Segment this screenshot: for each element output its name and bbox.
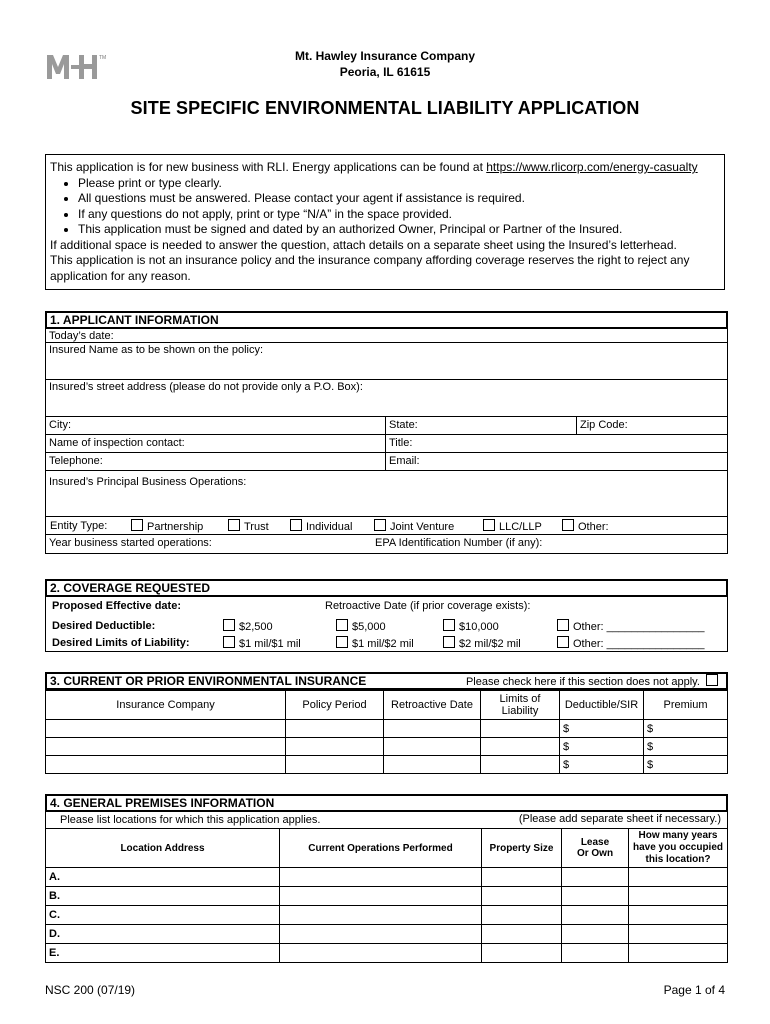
deductible-2500[interactable]: $2,500 (223, 619, 273, 633)
section-3-heading: 3. CURRENT OR PRIOR ENVIRONMENTAL INSURANCE Please check here if this section does not apply. (45, 672, 728, 690)
page-number: Page 1 of 4 (663, 983, 725, 997)
col-location-address: Location Address (46, 829, 280, 868)
table-row: $ $ (46, 756, 728, 774)
section-2-heading: 2. COVERAGE REQUESTED (45, 579, 728, 597)
col-property-size: Property Size (482, 829, 562, 868)
deductible-other[interactable]: Other: ________________ (557, 619, 705, 633)
table-row: C. (46, 906, 728, 925)
epa-id-field[interactable]: EPA Identification Number (if any): (375, 537, 543, 549)
intro-line: This application is for new business with RLI. Energy applications can be found at https://www.rlicorp.com/energy-casualty (50, 160, 698, 174)
city-field[interactable]: City: (49, 419, 71, 431)
email-field[interactable]: Email: (385, 453, 420, 470)
table-row: $ $ (46, 738, 728, 756)
section-applicant-information (45, 311, 728, 554)
section-4-heading: 4. GENERAL PREMISES INFORMATION (45, 794, 728, 812)
operations-field[interactable]: Insured’s Principal Business Operations: (46, 471, 727, 517)
phone-row (46, 453, 727, 471)
disclaimer: This application is not an insurance policy and the insurance company affording coverage reserves the right to reject any application for any reason. (50, 253, 690, 283)
not-apply-checkbox[interactable]: Please check here if this section does not apply. (466, 674, 722, 689)
checkbox-icon (557, 636, 569, 648)
telephone-field[interactable]: Telephone: (49, 455, 103, 467)
limits-other[interactable]: Other: ________________ (557, 636, 705, 650)
col-current-operations: Current Operations Performed (280, 829, 482, 868)
year-started-field[interactable]: Year business started operations: (49, 537, 212, 549)
col-retroactive-date: Retroactive Date (384, 691, 481, 720)
checkbox-icon (223, 619, 235, 631)
checkbox-icon (562, 519, 574, 531)
insured-name-field[interactable]: Insured Name as to be shown on the policy: (46, 343, 727, 380)
table-row: E. (46, 944, 728, 963)
entity-partnership[interactable]: Partnership (131, 519, 203, 534)
city-row (46, 417, 727, 435)
checkbox-icon (131, 519, 143, 531)
todays-date-field[interactable]: Today’s date: (46, 329, 727, 343)
company-address: Peoria, IL 61615 (339, 65, 431, 79)
form-number: NSC 200 (07/19) (45, 983, 136, 997)
insurance-table (45, 690, 728, 774)
checkbox-icon (706, 674, 718, 686)
section-environmental-insurance (45, 672, 728, 774)
col-deductible: Deductible/SIR (560, 691, 644, 720)
col-policy-period: Policy Period (286, 691, 384, 720)
entity-llc-llp[interactable]: LLC/LLP (483, 519, 542, 534)
checkbox-icon (223, 636, 235, 648)
limits-1-1[interactable]: $1 mil/$1 mil (223, 636, 301, 650)
deductible-10000[interactable]: $10,000 (443, 619, 499, 633)
effective-date-field[interactable]: Proposed Effective date: (52, 600, 181, 612)
entity-other[interactable]: Other: (562, 519, 609, 534)
title-field[interactable]: Title: (385, 435, 412, 452)
locations-table (45, 828, 728, 963)
retroactive-date-field[interactable]: Retroactive Date (if prior coverage exists): (325, 600, 531, 612)
section-1-heading: 1. APPLICANT INFORMATION (45, 311, 728, 329)
col-limits: Limits of Liability (481, 691, 560, 720)
energy-casualty-link[interactable]: https://www.rlicorp.com/energy-casualty (486, 160, 698, 174)
checkbox-icon (228, 519, 240, 531)
street-address-field[interactable]: Insured’s street address (please do not provide only a P.O. Box): (46, 380, 727, 417)
instruction-list (50, 176, 719, 238)
table-row: D. (46, 925, 728, 944)
zip-field[interactable]: Zip Code: (576, 417, 628, 434)
table-row: A. (46, 868, 728, 887)
entity-joint-venture[interactable]: Joint Venture (374, 519, 454, 534)
instruction-item: • Please print or type clearly. (78, 176, 719, 192)
checkbox-icon (336, 619, 348, 631)
limits-2-2[interactable]: $2 mil/$2 mil (443, 636, 521, 650)
table-row: B. (46, 887, 728, 906)
instruction-item: • This application must be signed and dated by an authorized Owner, Principal or Partner of the Insured. (78, 222, 719, 238)
checkbox-icon (557, 619, 569, 631)
col-insurance-company: Insurance Company (46, 691, 286, 720)
entity-trust[interactable]: Trust (228, 519, 269, 534)
checkbox-icon (443, 636, 455, 648)
instruction-item: • All questions must be answered. Please contact your agent if assistance is required. (78, 191, 719, 207)
contact-row (46, 435, 727, 453)
checkbox-icon (374, 519, 386, 531)
inspection-contact-field[interactable]: Name of inspection contact: (49, 437, 185, 449)
section-premises-information (45, 794, 728, 963)
additional-space-note: If additional space is needed to answer the question, attach details on a separate sheet using the Insured’s letterhead. (50, 237, 677, 252)
svg-text:TM: TM (99, 55, 107, 61)
col-premium: Premium (644, 691, 728, 720)
checkbox-icon (443, 619, 455, 631)
col-lease-own: Lease Or Own (562, 829, 629, 868)
year-epa-row (46, 535, 727, 553)
checkbox-icon (336, 636, 348, 648)
separate-sheet-note: (Please add separate sheet if necessary.) (518, 813, 721, 825)
instruction-item: • If any questions do not apply, print or type “N/A” in the space provided. (78, 207, 719, 223)
state-field[interactable]: State: (385, 417, 418, 434)
entity-type-row: Entity Type: Partnership Trust Individual Joint Venture LLC/LLP Other: (46, 517, 727, 535)
premises-instruction: Please list locations for which this application applies. (60, 814, 321, 826)
entity-individual[interactable]: Individual (290, 519, 352, 534)
checkbox-icon (483, 519, 495, 531)
section-coverage-requested: 2. COVERAGE REQUESTED Proposed Effective date: Retroactive Date (if prior coverage exists): Desired Deductible: $2,500 $5,000 $10,000 Other: ________________ Desired Limits of Liability: $1 mil/$1 mil $1 mil/$2 mil $2 mil/$2 mil Other: ________________ (45, 579, 728, 652)
limits-1-2[interactable]: $1 mil/$2 mil (336, 636, 414, 650)
intro-box (45, 154, 725, 290)
deductible-5000[interactable]: $5,000 (336, 619, 386, 633)
col-years-occupied: How many years have you occupied this location? (629, 829, 728, 868)
checkbox-icon (290, 519, 302, 531)
company-name: Mt. Hawley Insurance Company (294, 49, 476, 63)
table-row: $ $ (46, 720, 728, 738)
page-title: SITE SPECIFIC ENVIRONMENTAL LIABILITY APPLICATION (130, 98, 640, 118)
